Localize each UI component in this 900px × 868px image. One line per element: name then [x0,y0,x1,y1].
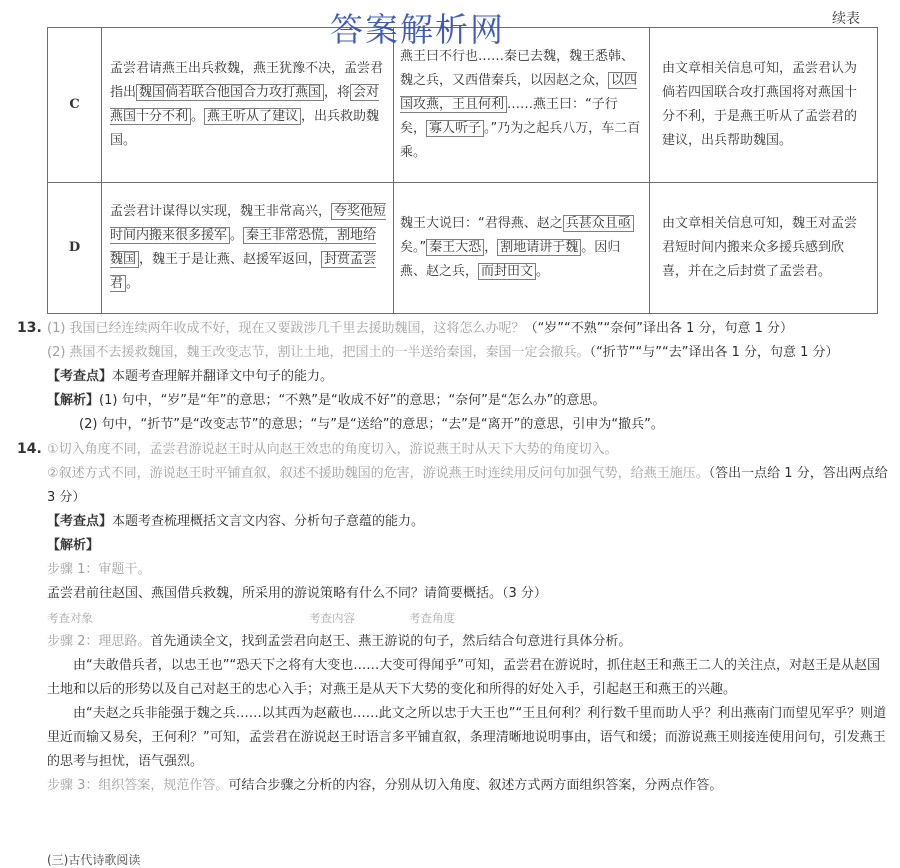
plain-phrase: 魏王大说曰：“君得燕、赵之 [400,216,563,231]
q14-answer-2 [17,462,892,510]
option-d-translation [102,183,394,314]
q14-step-2-label: 步骤 2：理思路。 [47,634,151,649]
plain-phrase: 。 [230,228,244,243]
q14-analysis-para-1: 由“夫敢借兵者，以忠王也”“恐天下之将有大变也……大变可得闻乎”可知，孟尝君在游说时，抓住赵王和燕王二人的关注点，对赵王是从赵国土地和以后的形势以及自己对赵王的忠心入手；对燕王是从天下大势的变化和所得的好处入手，引起赵王和燕王的兴趣。 [47,658,880,697]
table-row-d [48,183,878,314]
q13-score-2: （“折节”“与”“去”译出各 1 分，句意 1 分） [589,345,839,360]
q14-point-text: 本题考查梳理概括文言文内容、分析句子意蕴的能力。 [112,514,425,529]
q14-answer-1-text: ①切入角度不同，孟尝君游说赵王时从向赵王效忠的角度切入，游说燕王时从天下大势的角度切入。 [47,442,618,457]
q13-answer-2-text: (2) 燕国不去援救魏国，魏王改变志节，割让土地，把国土的一半送给秦国，秦国一定会撤兵。 [47,345,590,360]
watermark: 答案解析网 [330,10,505,49]
answer-table [47,27,878,314]
plain-phrase: ……燕王曰：“子行矣， [400,97,618,136]
q14-analysis-para-2: 由“夫赵之兵非能强于魏之兵……以其西为赵蔽也……此文之所以忠于大王也”“王且何利？利行数千里而助人乎？利出燕南门而望见军乎？则道里近而输又易矣，王何利？”可知，孟尝君在游说赵王时语言多平铺直叙，条理清晰地说明事由，语气和缓；而游说燕王则接连使用问句，引发燕王的思考与担忧，语气强烈。 [47,706,887,769]
boxed-phrase: 秦王非常恐慌，割地给魏国 [110,228,377,267]
plain-phrase: 孟尝君计谋得以实现，魏王非常高兴， [110,204,332,219]
plain-phrase: ，出兵救助魏国。 [110,109,380,148]
plain-phrase: 孟尝君请燕王出兵救魏，燕王犹豫不决，孟尝君指出 [110,61,384,100]
option-label-c: C [48,28,102,183]
q14-step-1: 步骤 1：审题干。 [47,562,151,577]
q13-number: 13. [17,320,42,336]
boxed-phrase: 秦王大恐 [426,239,484,256]
q14-point [17,510,892,534]
next-section-heading: (三)古代诗歌阅读 [47,853,141,867]
boxed-phrase: 魏国倘若联合他国合力攻打燕国 [136,84,324,101]
q14-number: 14. [17,441,42,457]
plain-phrase: ， [484,240,498,255]
option-d-analysis: 由文章相关信息可知，魏王对孟尝君短时间内搬来众多援兵感到欣喜，并在之后封赏了孟尝君。 [650,183,878,314]
plain-phrase: 。因归燕、赵之兵， [400,240,621,279]
plain-phrase: 矣。” [400,240,427,255]
q13-point-text: 本题考查理解并翻译文中句子的能力。 [112,369,334,384]
boxed-phrase: 割地请讲于魏 [497,239,581,256]
note-angle: 考查角度 [409,611,455,625]
q13-explain-2 [17,413,892,437]
boxed-phrase: 兵甚众且亟 [563,215,634,232]
boxed-phrase: 夸奖他短时间内搬来很多援军 [110,204,387,243]
q14-answer-1 [17,437,892,462]
q13-score-1: （“岁”“不熟”“奈何”译出各 1 分，句意 1 分） [524,321,794,336]
q14-step-2 [17,630,892,654]
boxed-phrase: 燕王听从了建议 [204,108,301,125]
note-target: 考查对象 [47,611,93,625]
q14-point-tag: 【考查点】 [47,514,113,529]
option-d-source [394,183,650,314]
q14-explain-tag: 【解析】 [47,538,100,553]
continued-label: 续表 [832,11,860,27]
q14-answer-2-text: ②叙述方式不同，游说赵王时平铺直叙，叙述不援助魏国的危害，游说燕王时连续用反问句加强气势，给燕王施压。 [47,466,709,481]
q14-score: （答出一点给 1 分，答出两点给 3 分） [47,466,888,505]
boxed-phrase: 寡人听子 [426,120,484,137]
q14-question: 孟尝君前往赵国、燕国借兵救魏，所采用的游说策略有什么不同？请简要概括。（3 分） [47,586,547,601]
option-c-analysis: 由文章相关信息可知，孟尝君认为倘若四国联合攻打燕国将对燕国十分不利，于是燕王听从了孟尝君的建议，出兵帮助魏国。 [650,28,878,183]
q13-point-tag: 【考查点】 [47,369,113,384]
plain-phrase: 。 [536,264,550,279]
q14-step-3-text: 可结合步骤之分析的内容，分别从切入角度、叙述方式两方面组织答案，分两点作答。 [228,778,723,793]
q14-step-3 [17,774,892,798]
q14-question-notes [17,606,892,630]
plain-phrase: 。 [191,109,205,124]
boxed-phrase: 而封田文 [478,263,536,280]
q13-point [17,365,892,389]
q14-step-3-label: 步骤 3：组织答案，规范作答。 [47,778,229,793]
q14-explain-tag-line [17,534,892,558]
q13-explain-tag: 【解析】 [47,393,100,408]
plain-phrase: 。”乃为之起兵八万，车二百乘。 [400,121,641,160]
boxed-phrase: 会对燕国十分不利 [110,85,380,124]
q13-explain-1 [17,389,892,413]
boxed-phrase: 以四国攻燕，王且何利 [400,73,638,112]
q13-answer-2 [17,341,892,365]
plain-phrase: ，将 [324,85,351,100]
q13-answer-1-text: (1) 我国已经连续两年收成不好，现在又要跋涉几千里去援助魏国，这将怎么办呢？ [47,321,525,336]
note-content: 考查内容 [309,611,355,625]
boxed-phrase: 封赏孟尝君 [110,252,377,291]
plain-phrase: ，魏王于是让燕、赵援军返回， [139,252,322,267]
q13-explain-2-text: (2) 句中，“折节”是“改变志节”的意思；“与”是“送给”的意思；“去”是“离开”的意思，引申为“撤兵”。 [79,417,664,432]
q13-explain-1-text: (1) 句中，“岁”是“年”的意思；“不熟”是“收成不好”的意思；“奈何”是“怎么办”的意思。 [99,393,606,408]
plain-phrase: 。 [126,276,140,291]
plain-phrase: 燕王曰不行也……秦已去魏，魏王悉韩、魏之兵，又西借秦兵，以因赵之众， [400,49,635,88]
q14-step-2-text: 首先通读全文，找到孟尝君向赵王、燕王游说的句子，然后结合句意进行具体分析。 [150,634,632,649]
option-label-d: D [48,183,102,314]
q13-answer-1 [17,316,892,341]
answer-section [17,316,892,798]
